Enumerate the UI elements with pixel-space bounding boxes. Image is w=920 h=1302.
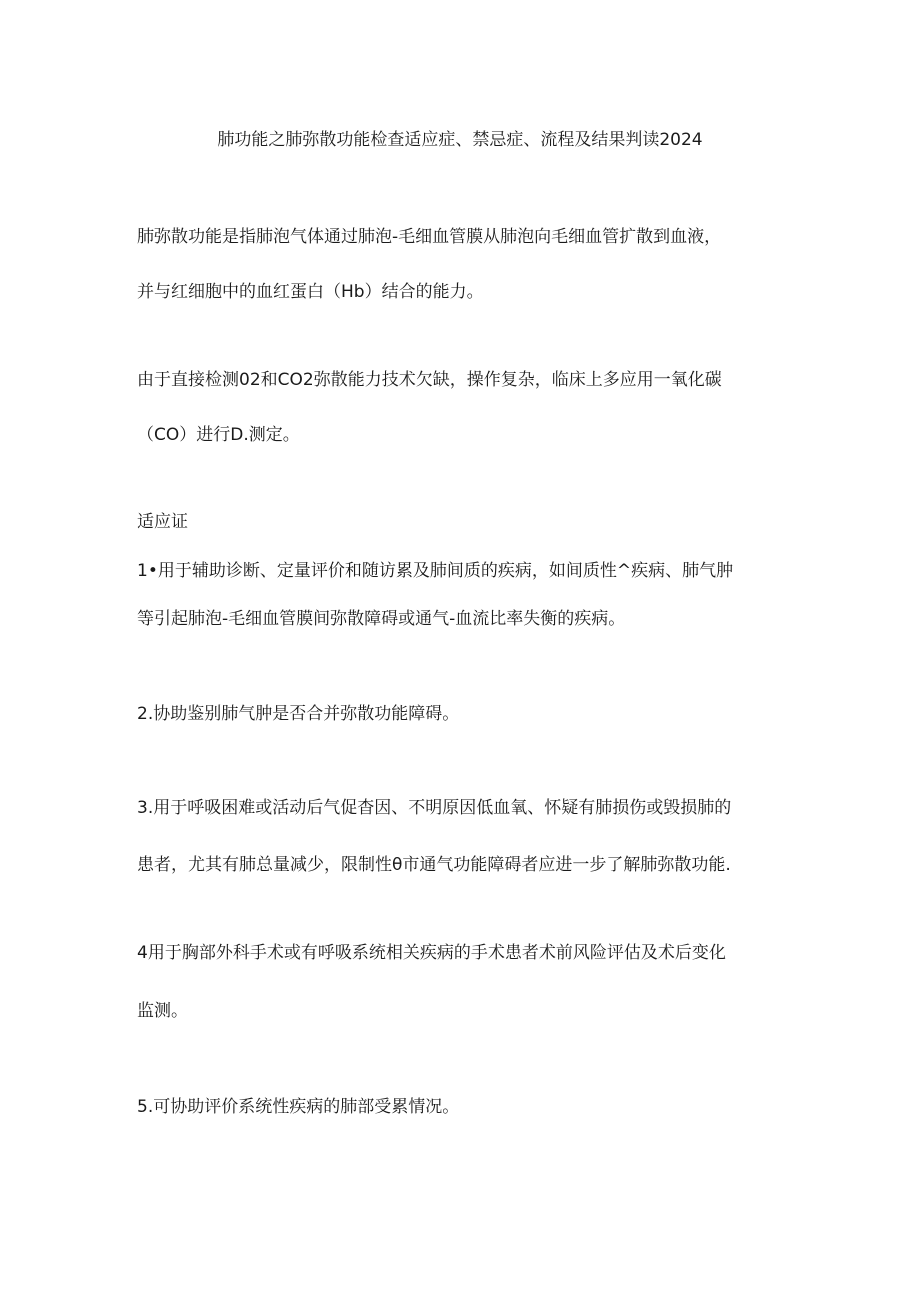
- indication-item-2: [137, 700, 793, 728]
- item1-line-2: 等引起肺泡-毛细血管膜间弥散障碍或通气-血流比率失衡的疾病。: [137, 609, 626, 629]
- item5-line-1: 5.可协助评价系统性疾病的肺部受累情况。: [137, 1097, 460, 1117]
- item1-line-1: 1•用于辅助诊断、定量评价和随访累及肺间质的疾病，如间质性^疾病、肺气肿: [137, 561, 734, 581]
- intro-paragraph: [137, 223, 793, 306]
- indication-item-3: [137, 794, 793, 879]
- indication-item-1: [137, 557, 793, 633]
- item4-line-1: 4用于胸部外科手术或有呼吸系统相关疾病的手术患者术前风险评估及术后变化: [137, 943, 726, 963]
- item3-line-1: 3.用于呼吸困难或活动后气促杳因、不明原因低血氧、怀疑有肺损伤或毁损肺的: [137, 798, 732, 818]
- item2-line-1: 2.协助鉴别肺气肿是否合并弥散功能障碍。: [137, 704, 460, 724]
- method-line-1: 由于直接检测02和CO2弥散能力技术欠缺，操作复杂，临床上多应用一氧化碳: [137, 370, 722, 390]
- method-paragraph: [137, 366, 793, 449]
- document-title: 肺功能之肺弥散功能检查适应症、禁忌症、流程及结果判读2024: [217, 130, 703, 150]
- intro-line-2: 并与红细胞中的血红蛋白（Hb）结合的能力。: [137, 282, 484, 302]
- indication-item-5: [137, 1093, 793, 1121]
- intro-line-1: 肺弥散功能是指肺泡气体通过肺泡-毛细血管膜从肺泡向毛细血管扩散到血液，: [137, 227, 722, 247]
- indications-heading: [137, 508, 793, 536]
- indications-heading-text: 适应证: [137, 512, 188, 532]
- method-line-2: （CO）进行D.测定。: [137, 425, 300, 445]
- item3-line-2: 患者，尤其有肺总量减少，限制性θ市通气功能障碍者应进一步了解肺弥散功能.: [137, 855, 731, 875]
- indication-item-4: [137, 939, 793, 1025]
- item4-line-2: 监测。: [137, 1001, 188, 1021]
